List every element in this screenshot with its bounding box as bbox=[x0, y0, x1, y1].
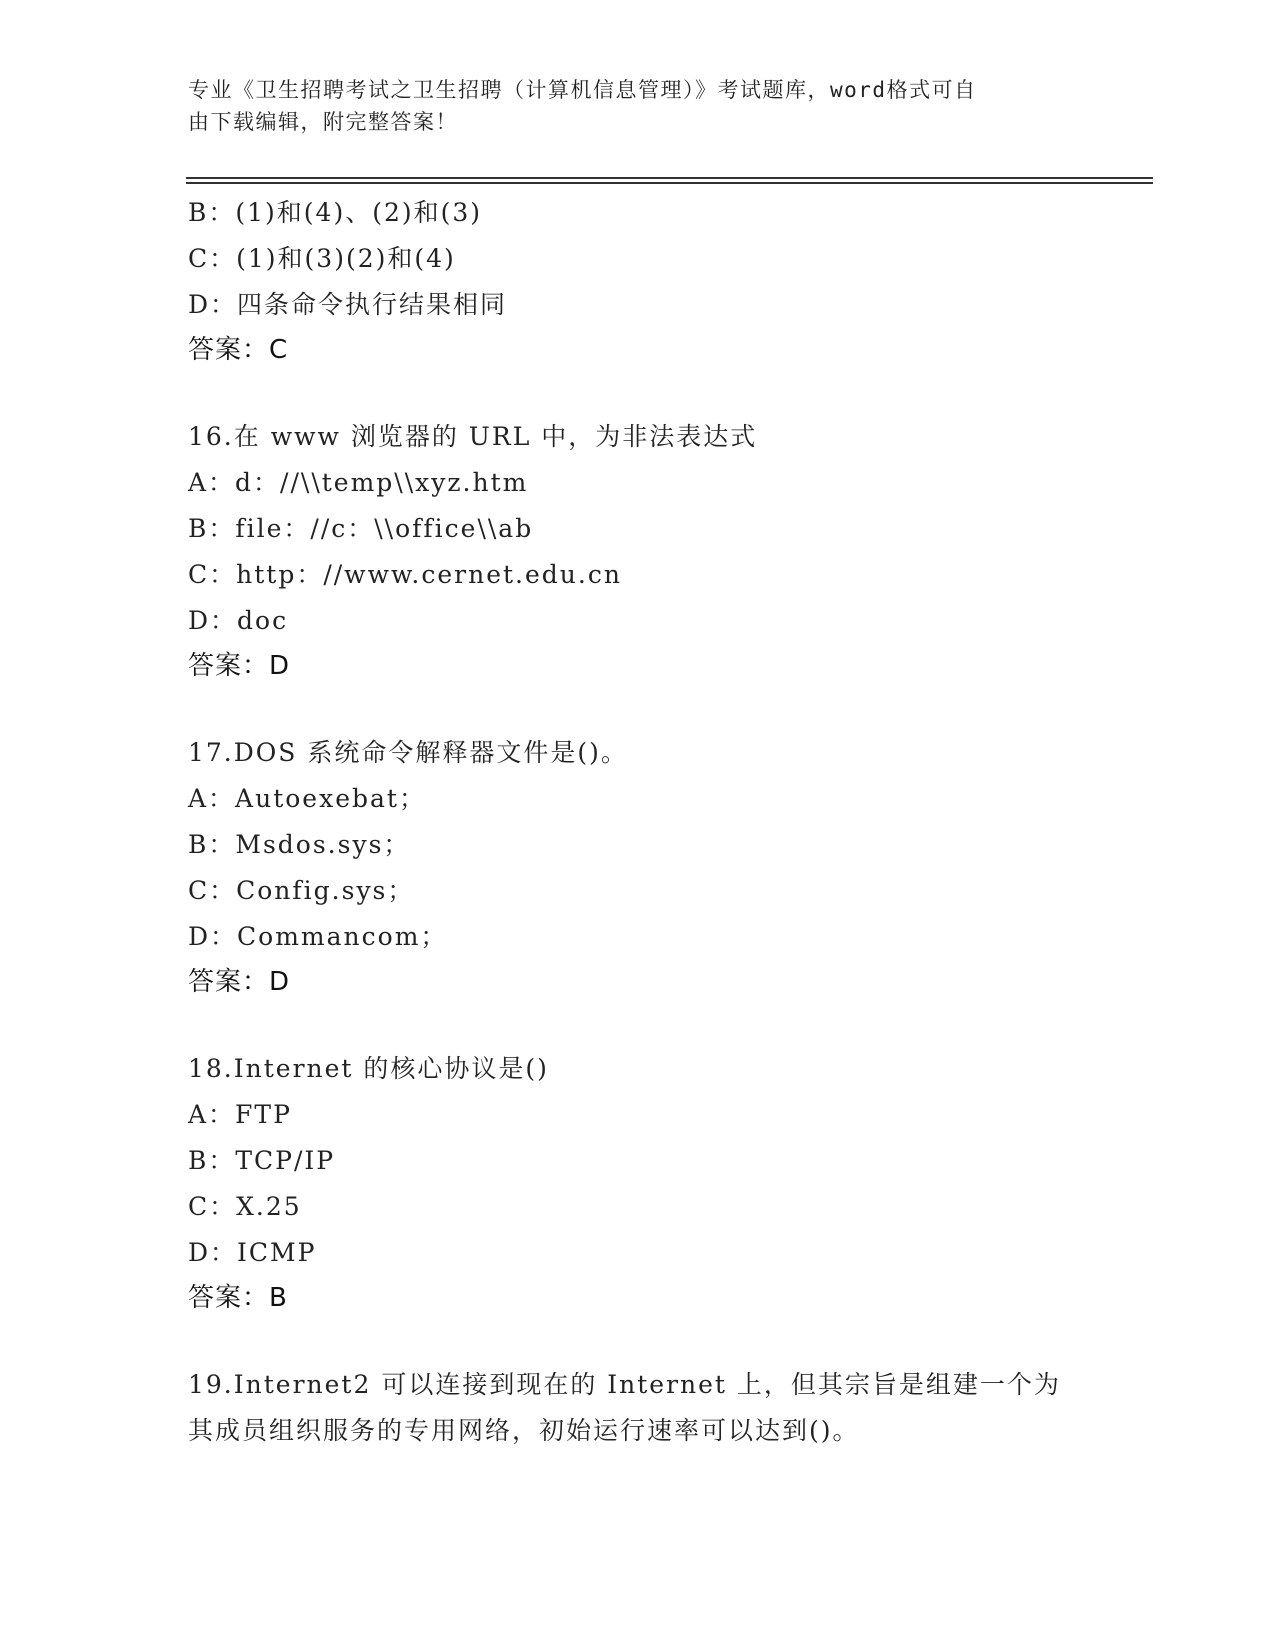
option-c: C：(1)和(3)(2)和(4) bbox=[188, 244, 456, 273]
spacer bbox=[188, 1320, 1118, 1362]
question-stem: 17.DOS 系统命令解释器文件是()。 bbox=[188, 738, 628, 767]
option-a: A：Autoexebat； bbox=[188, 784, 426, 813]
question-18 bbox=[188, 1046, 1118, 1320]
answer-line: 答案：B bbox=[188, 1283, 288, 1313]
header-divider-top bbox=[186, 177, 1153, 179]
answer-line: 答案：D bbox=[188, 651, 291, 681]
option-b: B：file：//c：\\office\\ab bbox=[188, 514, 534, 543]
option-c: C：Config.sys； bbox=[188, 876, 415, 905]
spacer bbox=[188, 372, 1118, 414]
header-divider-bottom bbox=[186, 182, 1153, 184]
header-line-2: 由下载编辑，附完整答案！ bbox=[188, 110, 458, 134]
question-stem-line-1: 19.Internet2 可以连接到现在的 Internet 上，但其宗旨是组建一个为 bbox=[188, 1370, 1061, 1399]
option-d: D：四条命令执行结果相同 bbox=[188, 290, 508, 319]
question-15-tail bbox=[188, 190, 1118, 372]
question-stem: 18.Internet 的核心协议是() bbox=[188, 1054, 549, 1083]
option-d: D：ICMP bbox=[188, 1238, 317, 1267]
question-17 bbox=[188, 730, 1118, 1004]
answer-line: 答案：D bbox=[188, 967, 291, 997]
question-19 bbox=[188, 1362, 1118, 1454]
question-stem-line-2: 其成员组织服务的专用网络，初始运行速率可以达到()。 bbox=[188, 1416, 860, 1445]
option-d: D：Commancom； bbox=[188, 922, 448, 951]
option-c: C：http：//www.cernet.edu.cn bbox=[188, 560, 622, 589]
spacer bbox=[188, 1004, 1118, 1046]
document-header bbox=[188, 74, 1088, 138]
option-d: D：doc bbox=[188, 606, 289, 635]
option-b: B：Msdos.sys； bbox=[188, 830, 411, 859]
option-b: B：TCP/IP bbox=[188, 1146, 336, 1175]
header-line-1: 专业《卫生招聘考试之卫生招聘（计算机信息管理）》考试题库，word格式可自 bbox=[188, 78, 977, 102]
question-list bbox=[188, 190, 1118, 1454]
spacer bbox=[188, 688, 1118, 730]
answer-line: 答案：C bbox=[188, 335, 289, 365]
option-b: B：(1)和(4)、(2)和(3) bbox=[188, 198, 483, 227]
option-a: A：d：//\\temp\\xyz.htm bbox=[188, 468, 529, 497]
option-c: C：X.25 bbox=[188, 1192, 302, 1221]
question-16 bbox=[188, 414, 1118, 688]
option-a: A：FTP bbox=[188, 1100, 292, 1129]
question-stem: 16.在 www 浏览器的 URL 中，为非法表达式 bbox=[188, 422, 758, 451]
